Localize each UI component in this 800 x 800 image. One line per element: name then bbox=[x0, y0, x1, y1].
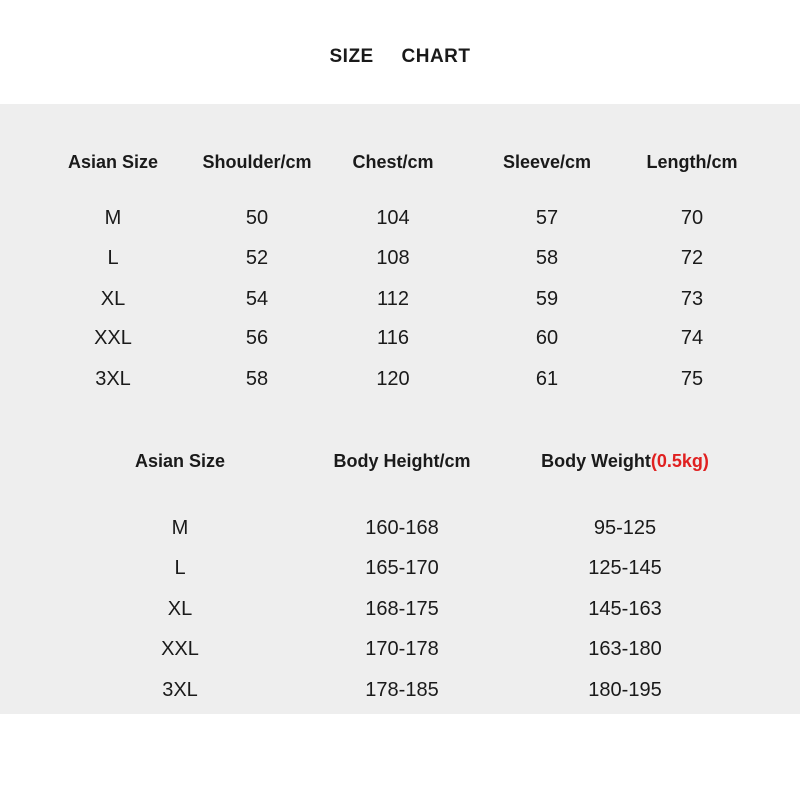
table1-value-cell: 75 bbox=[680, 368, 704, 390]
table1-size-cell: 3XL bbox=[95, 368, 131, 390]
table1-header-cell: Shoulder/cm bbox=[202, 152, 312, 172]
table1-value-cell: 54 bbox=[245, 288, 269, 310]
table1-value-cell: 58 bbox=[535, 247, 559, 269]
table2-size-cell: XXL bbox=[161, 638, 199, 660]
table1-value-cell: 57 bbox=[535, 207, 559, 229]
table1-size-cell: L bbox=[107, 247, 119, 269]
table1-value-cell: 70 bbox=[680, 207, 704, 229]
table1-value-cell: 58 bbox=[245, 368, 269, 390]
table2-size-cell: 3XL bbox=[162, 679, 198, 701]
table1-size-cell: XL bbox=[100, 288, 126, 310]
table2-value-cell: 165-170 bbox=[365, 557, 439, 579]
table1-value-cell: 50 bbox=[245, 207, 269, 229]
table1-value-cell: 56 bbox=[245, 327, 269, 349]
table2-header-cell: Body Height/cm bbox=[333, 451, 471, 471]
table2-size-cell: L bbox=[174, 557, 186, 579]
weight-label: Body Weight bbox=[541, 451, 651, 471]
table2-value-cell: 163-180 bbox=[588, 638, 662, 660]
table2-size-cell: XL bbox=[167, 598, 193, 620]
table1-value-cell: 61 bbox=[535, 368, 559, 390]
table1-value-cell: 104 bbox=[376, 207, 410, 229]
table1-value-cell: 108 bbox=[376, 247, 410, 269]
table1-value-cell: 60 bbox=[535, 327, 559, 349]
table1-header-cell: Asian Size bbox=[67, 152, 159, 172]
table2-value-cell: 170-178 bbox=[365, 638, 439, 660]
table1-value-cell: 112 bbox=[377, 288, 409, 310]
table1-header-cell: Sleeve/cm bbox=[502, 152, 592, 172]
table1-header-cell: Chest/cm bbox=[352, 152, 434, 172]
table1-value-cell: 73 bbox=[680, 288, 704, 310]
table2-value-cell: 168-175 bbox=[365, 598, 439, 620]
table1-value-cell: 59 bbox=[535, 288, 559, 310]
table1-size-cell: M bbox=[104, 207, 122, 229]
table2-value-cell: 145-163 bbox=[588, 598, 662, 620]
table2-size-cell: M bbox=[171, 517, 189, 539]
size-chart-panel bbox=[0, 104, 800, 714]
table2-value-cell: 178-185 bbox=[365, 679, 439, 701]
table2-value-cell: 125-145 bbox=[588, 557, 662, 579]
table2-value-cell: 180-195 bbox=[588, 679, 662, 701]
table2-header-cell: Asian Size bbox=[134, 451, 226, 471]
page-title: SIZE CHART bbox=[329, 46, 471, 67]
table1-header-cell: Length/cm bbox=[646, 152, 738, 172]
table2-value-cell: 95-125 bbox=[593, 517, 657, 539]
table2-value-cell: 160-168 bbox=[365, 517, 439, 539]
table1-size-cell: XXL bbox=[94, 327, 132, 349]
table1-value-cell: 120 bbox=[376, 368, 410, 390]
table1-value-cell: 116 bbox=[377, 327, 409, 349]
weight-unit-note: (0.5kg) bbox=[650, 451, 709, 471]
table1-value-cell: 52 bbox=[245, 247, 269, 269]
table1-value-cell: 72 bbox=[680, 247, 704, 269]
table2-header-weight bbox=[541, 449, 709, 473]
table1-value-cell: 74 bbox=[680, 327, 704, 349]
